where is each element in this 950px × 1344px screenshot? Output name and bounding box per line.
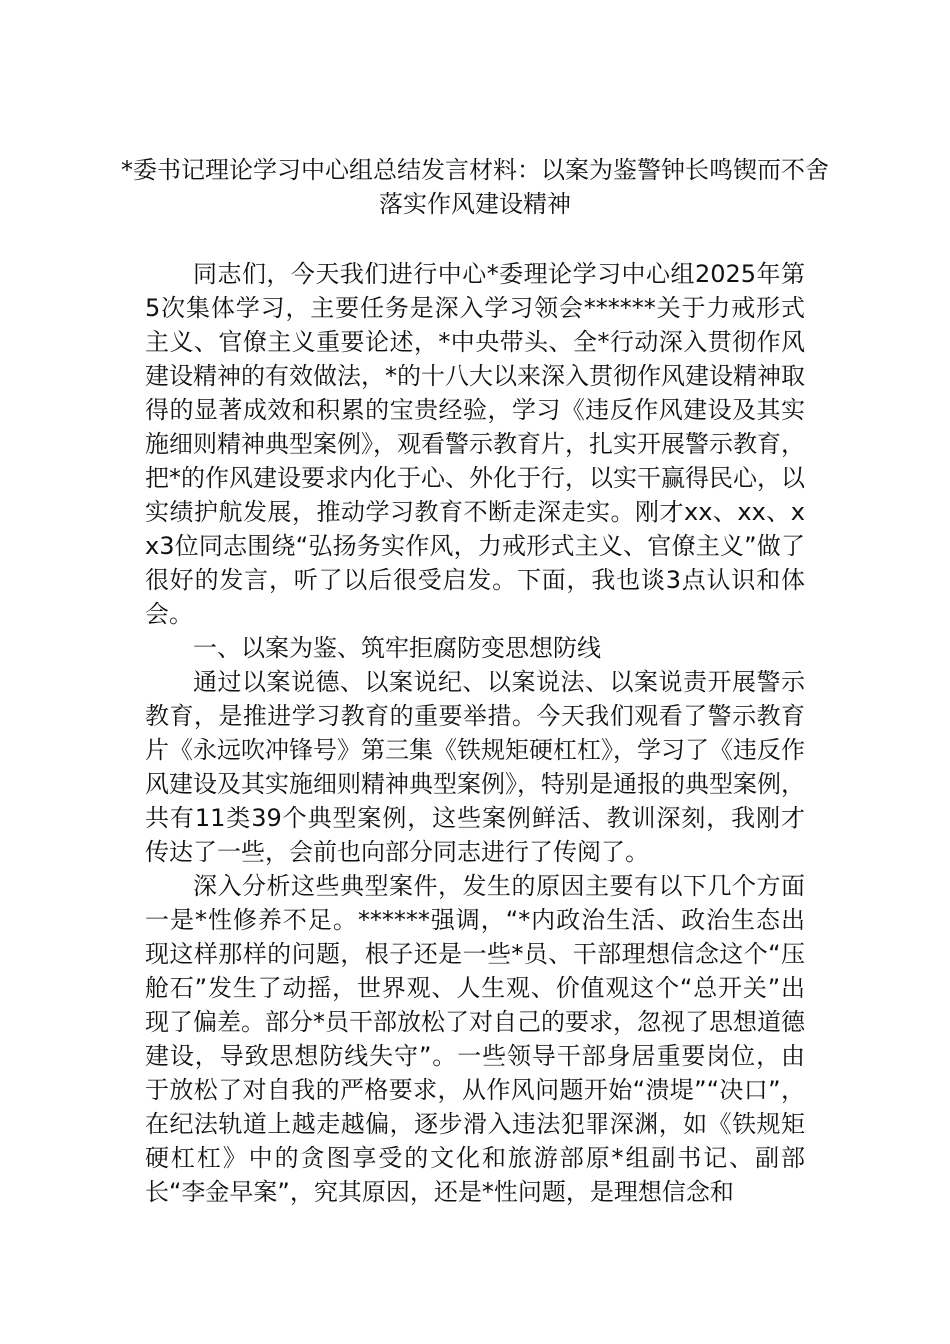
intro-paragraph: 同志们，今天我们进行中心*委理论学习中心组2025年第5次集体学习，主要任务是深入学习领会******关于力戒形式主义、官僚主义重要论述，*中央带头、全*行动深入贯彻作风建设精神的有效做法，*的十八大以来深入贯彻作风建设精神取得的显著成效和积累的宝贵经验，学习《违反作风建设及其实施细则精神典型案例》，观看警示教育片，扎实开展警示教育，把*的作风建设要求内化于心、外化于行，以实干赢得民心，以实绩护航发展，推动学习教育不断走深走实。刚才xx、xx、xx3位同志围绕“弘扬务实作风，力戒形式主义、官僚主义”做了很好的发言，听了以后很受启发。下面，我也谈3点认识和体会。 — [145, 260, 805, 628]
document-title: *委书记理论学习中心组总结发言材料：以案为鉴警钟长鸣锲而不舍落实作风建设精神 — [121, 156, 829, 218]
document-body — [145, 257, 805, 1209]
section-heading-1: 一、以案为鉴、筑牢拒腐防变思想防线 — [193, 634, 601, 662]
section-1-paragraph-2: 深入分析这些典型案件，发生的原因主要有以下几个方面一是*性修养不足。******强调，“*内政治生活、政治生态出现这样那样的问题，根子还是一些*员、干部理想信念这个“压舱石”发生了动摇，世界观、人生观、价值观这个“总开关”出现了偏差。部分*员干部放松了对自己的要求，忽视了思想道德建设，导致思想防线失守”。一些领导干部身居重要岗位，由于放松了对自我的严格要求，从作风问题开始“溃堤”“决口”，在纪法轨道上越走越偏，逐步滑入违法犯罪深渊，如《铁规矩硬杠杠》中的贪图享受的文化和旅游部原*组副书记、副部长“李金早案”，究其原因，还是*性问题，是理想信念和 — [145, 872, 805, 1206]
section-1-paragraph-1: 通过以案说德、以案说纪、以案说法、以案说责开展警示教育，是推进学习教育的重要举措。今天我们观看了警示教育片《永远吹冲锋号》第三集《铁规矩硬杠杠》，学习了《违反作风建设及其实施细则精神典型案例》，特别是通报的典型案例，共有11类39个典型案例，这些案例鲜活、教训深刻，我刚才传达了一些，会前也向部分同志进行了传阅了。 — [145, 668, 805, 866]
